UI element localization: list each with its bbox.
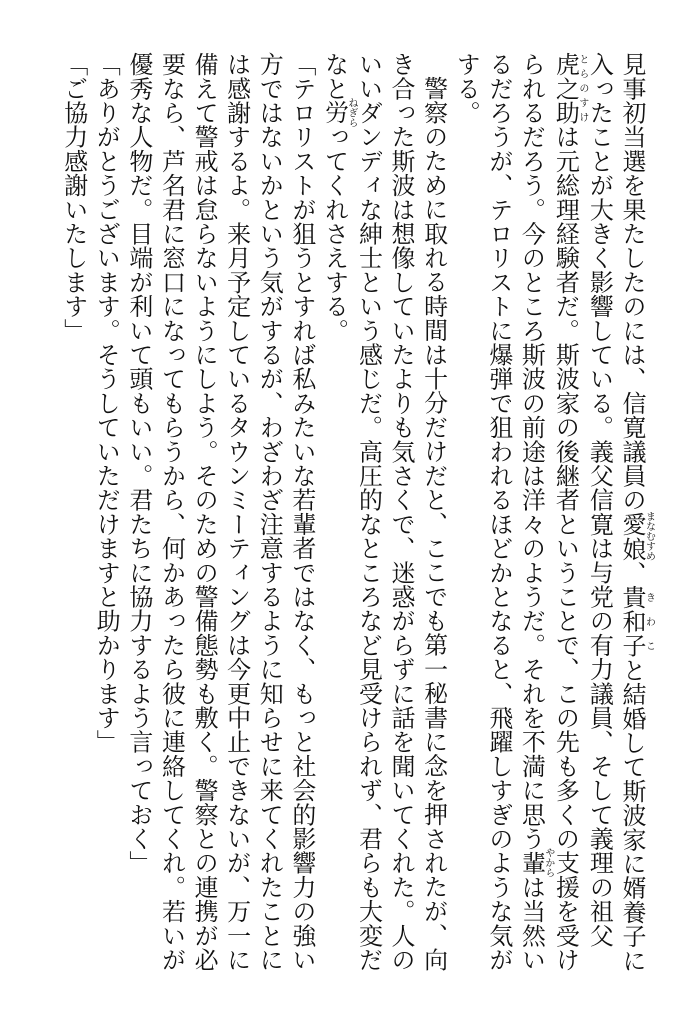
text-run: と結婚して斯波家に婿養子に入ったことが大きく影響している。義父信寛は与党の有力議員、そして義理の祖父 xyxy=(585,52,646,973)
ruby-base: 愛娘 xyxy=(618,511,646,562)
text-run: 見事初当選を果たしたのには、信寛議員の xyxy=(618,52,646,512)
text-run: 警察のために取れる時間は十分だけだと、ここでも第一秘書に念を押されたが、向き合った斯波は想像していたよりも気さくで、迷惑がらずに話を聞いてくれた。人のいいダンディな紳士という感じだ。高圧的なところなど見受けられず、君らも大変だなと xyxy=(320,52,448,972)
ruby-word xyxy=(551,52,588,125)
ruby-word xyxy=(618,511,655,562)
ruby-reading: やから xyxy=(542,847,554,878)
text-run: は元総理経験者だ。斯波家の後継者ということで、この先も多くの支援を受けられるだろう。今のところ斯波の前途は洋々のようだ。それを不満に思う xyxy=(517,52,580,972)
ruby-reading: とらのすけ xyxy=(576,52,588,125)
ruby-base: 貴和子 xyxy=(618,585,646,658)
paragraph xyxy=(57,52,90,992)
ruby-reading: きわこ xyxy=(643,585,655,658)
paragraph xyxy=(450,52,654,992)
paragraph xyxy=(122,52,318,992)
text-run: 、 xyxy=(618,561,646,586)
ruby-reading: ねぎら xyxy=(345,97,357,128)
ruby-base: 輩 xyxy=(517,847,546,878)
text-run: 「テロリストが狙うとすれば私みたいな若輩者ではなく、もっと社会的影響力の強い方ではないかという気がするが、わざわざ注意するように知らせに来てくれたことには感謝するよ。来月予定しているタウンミーティングは今更中止できないが、万一に備えて警戒は怠らないようにしよう。そのための警備態勢も敷く。警察との連携が必要なら、芦名君に窓口になってもらうから、何かあったら彼に連絡してくれ。若いが優秀な人物だ。目端が利いて頭もいい。君たちに協力するよう言っておく」 xyxy=(124,52,316,972)
ruby-reading: まなむすめ xyxy=(643,511,655,562)
text-run: 「ご協力感謝いたします」 xyxy=(59,52,88,343)
ruby-word xyxy=(618,585,655,658)
ruby-word xyxy=(320,97,357,128)
ruby-base: 労 xyxy=(320,97,349,128)
vertical-text-body xyxy=(57,52,654,992)
paragraph xyxy=(90,52,123,992)
ruby-base: 虎之助 xyxy=(551,52,580,125)
ruby-word xyxy=(517,847,554,878)
paragraph xyxy=(318,52,450,992)
text-run: ってくれさえする。 xyxy=(320,124,349,343)
text-run: 「ありがとうございます。そうしていただけますと助かります」 xyxy=(92,52,121,754)
text-run: は当然いるだろうが、テロリストに爆弾で狙われるほどかとなると、飛躍しすぎのような気がする。 xyxy=(452,52,546,972)
